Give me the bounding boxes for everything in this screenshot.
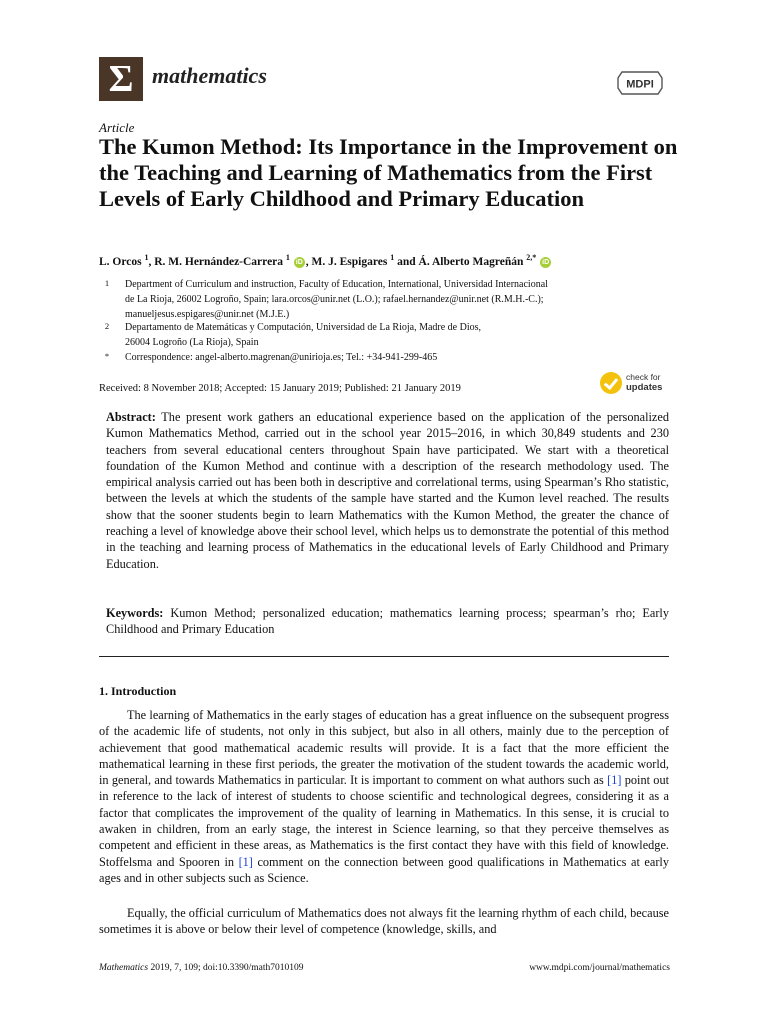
paper-title: The Kumon Method: Its Importance in the Improvement on the Teaching and Learning of Mathematics from the First Levels of Early Childhood and Primary Education bbox=[99, 134, 678, 211]
section-heading: 1. Introduction bbox=[99, 684, 177, 698]
author-name: R. M. Hernández-Carrera bbox=[154, 255, 284, 268]
citation-link[interactable]: [1] bbox=[238, 854, 253, 869]
body-paragraph: Equally, the official curriculum of Mathematics does not always fit the learning rhythm of each child, because sometimes it is above or below their level of competence (knowledge, skills, and bbox=[99, 906, 669, 937]
footer-citation bbox=[99, 963, 304, 973]
affiliation-1 bbox=[125, 277, 675, 322]
affiliation-mark: * bbox=[104, 351, 110, 361]
affiliation-ref: 1 bbox=[390, 253, 395, 262]
journal-name: mathematics bbox=[152, 63, 267, 88]
journal-logo bbox=[99, 57, 143, 101]
footer-doi: 2019, 7, 109; doi:10.3390/math7010109 bbox=[148, 963, 304, 973]
author-name: M. J. Espigares bbox=[311, 255, 388, 268]
check-updates-badge[interactable] bbox=[600, 372, 675, 396]
keywords-label: Keywords: bbox=[106, 606, 164, 620]
affiliation-ref: 1 bbox=[285, 253, 290, 262]
keywords-text: Kumon Method; personalized education; mathematics learning process; spearman’s rho; Early Childhood and Primary Education bbox=[106, 606, 669, 637]
body-paragraph bbox=[99, 707, 669, 886]
keywords bbox=[106, 605, 669, 638]
checkmark-icon bbox=[600, 372, 622, 394]
affiliation-line: manueljesus.espigares@unir.net (M.J.E.) bbox=[125, 309, 290, 320]
author-name: Á. Alberto Magreñán bbox=[418, 255, 524, 268]
affiliation-line: Departamento de Matemáticas y Computación, Universidad de La Rioja, Madre de Dios, bbox=[125, 322, 482, 333]
affiliation-ref: 2,* bbox=[526, 253, 537, 262]
footer-url[interactable]: www.mdpi.com/journal/mathematics bbox=[529, 963, 670, 973]
paragraph-text: comment on the connection between good qualifications in Mathematics at early ages and in other subjects such as Science. bbox=[99, 854, 669, 885]
article-type: Article bbox=[99, 120, 135, 135]
affiliation-line: Department of Curriculum and instruction, Faculty of Education, International, Universidad Internacional bbox=[125, 279, 548, 290]
affiliation-mark: 1 bbox=[104, 278, 110, 288]
paragraph-text: The learning of Mathematics in the early stages of education has a great influence on the subsequent progress of the academic life of students, not only in this subject, but also in all others, mainly due to the perception of achievement that good mathematical academic results will provide. It is a fact that the more efficient the mathematical learning in these first periods, the greater the motivation of the student towards the academic world, in general, and towards Mathematics in particular. It is important to comment on what authors such as bbox=[99, 708, 669, 788]
abstract-text: The present work gathers an educational experience based on the application of the personalized Kumon Mathematics Method, carried out in the school year 2015–2016, in which 30,849 students and 230 teachers from several educational centers throughout Spain have participated. We start with a theoretical foundation of the Kumon Method and continue with a description of the research methodology used. The empirical analysis carried out has been both in descriptive and correlational terms, using Spearman’s Rho statistic, between the levels at which the students of the sample have started and the Kumon level reached. The results show that the sooner students begin to learn Mathematics with the Kumon Method, the greater the chance of reaching a level of knowledge above their school level, which helps us to demonstrate the potential of this method in the teaching and learning process of Mathematics in the educational levels of Early Childhood and Primary Education. bbox=[106, 410, 669, 571]
orcid-icon[interactable]: iD bbox=[542, 258, 550, 266]
author-name: L. Orcos bbox=[99, 255, 142, 268]
mdpi-logo-icon bbox=[612, 68, 668, 98]
section-divider bbox=[99, 656, 669, 657]
affiliation-line: Correspondence: angel-alberto.magrenan@unirioja.es; Tel.: +34-941-299-465 bbox=[125, 352, 438, 363]
publisher-name: MDPI bbox=[626, 78, 654, 91]
abstract-label: Abstract: bbox=[106, 410, 156, 424]
affiliation-ref: 1 bbox=[144, 253, 149, 262]
affiliation-2 bbox=[125, 320, 675, 350]
author-list: L. Orcos $^1$, R. M. Hernández-Carrera $^1$ iD , M. J. Espigares $^1$ and Á. Alberto Magreñán $^{2,*}$ iD bbox=[99, 253, 550, 268]
abstract bbox=[106, 409, 669, 572]
paragraph-text: point out in reference to the lack of interest of students to choose scientific and technological degrees, considering it as a factor that complicates the improvement of the quality of learning in Mathematics. In this sense, it is crucial to awaken in children, from an early stage, the interest in Science learning, so that they perceive themselves as competent and efficient in these areas, as Mathematics is the first contact they have with this field of knowledge. Stoffelsma and Spooren in bbox=[99, 773, 670, 869]
publication-dates: Received: 8 November 2018; Accepted: 15 January 2019; Published: 21 January 2019 bbox=[99, 383, 461, 394]
affiliation-mark: 2 bbox=[104, 321, 110, 331]
check-updates-line2: updates bbox=[626, 382, 663, 393]
orcid-icon[interactable]: iD bbox=[295, 258, 303, 266]
correspondence bbox=[125, 350, 675, 365]
affiliation-line: de La Rioja, 26002 Logroño, Spain; lara.orcos@unir.net (L.O.); rafael.hernandez@unir.net (R.M.H.-C.); bbox=[125, 294, 544, 305]
check-updates-line1: check for bbox=[626, 372, 661, 382]
sigma-icon: Σ bbox=[108, 58, 134, 100]
footer-journal: Mathematics bbox=[99, 963, 149, 973]
affiliation-line: 26004 Logroño (La Rioja), Spain bbox=[125, 337, 259, 348]
author-conjunction: and bbox=[397, 255, 416, 268]
citation-link[interactable]: [1] bbox=[607, 773, 622, 788]
